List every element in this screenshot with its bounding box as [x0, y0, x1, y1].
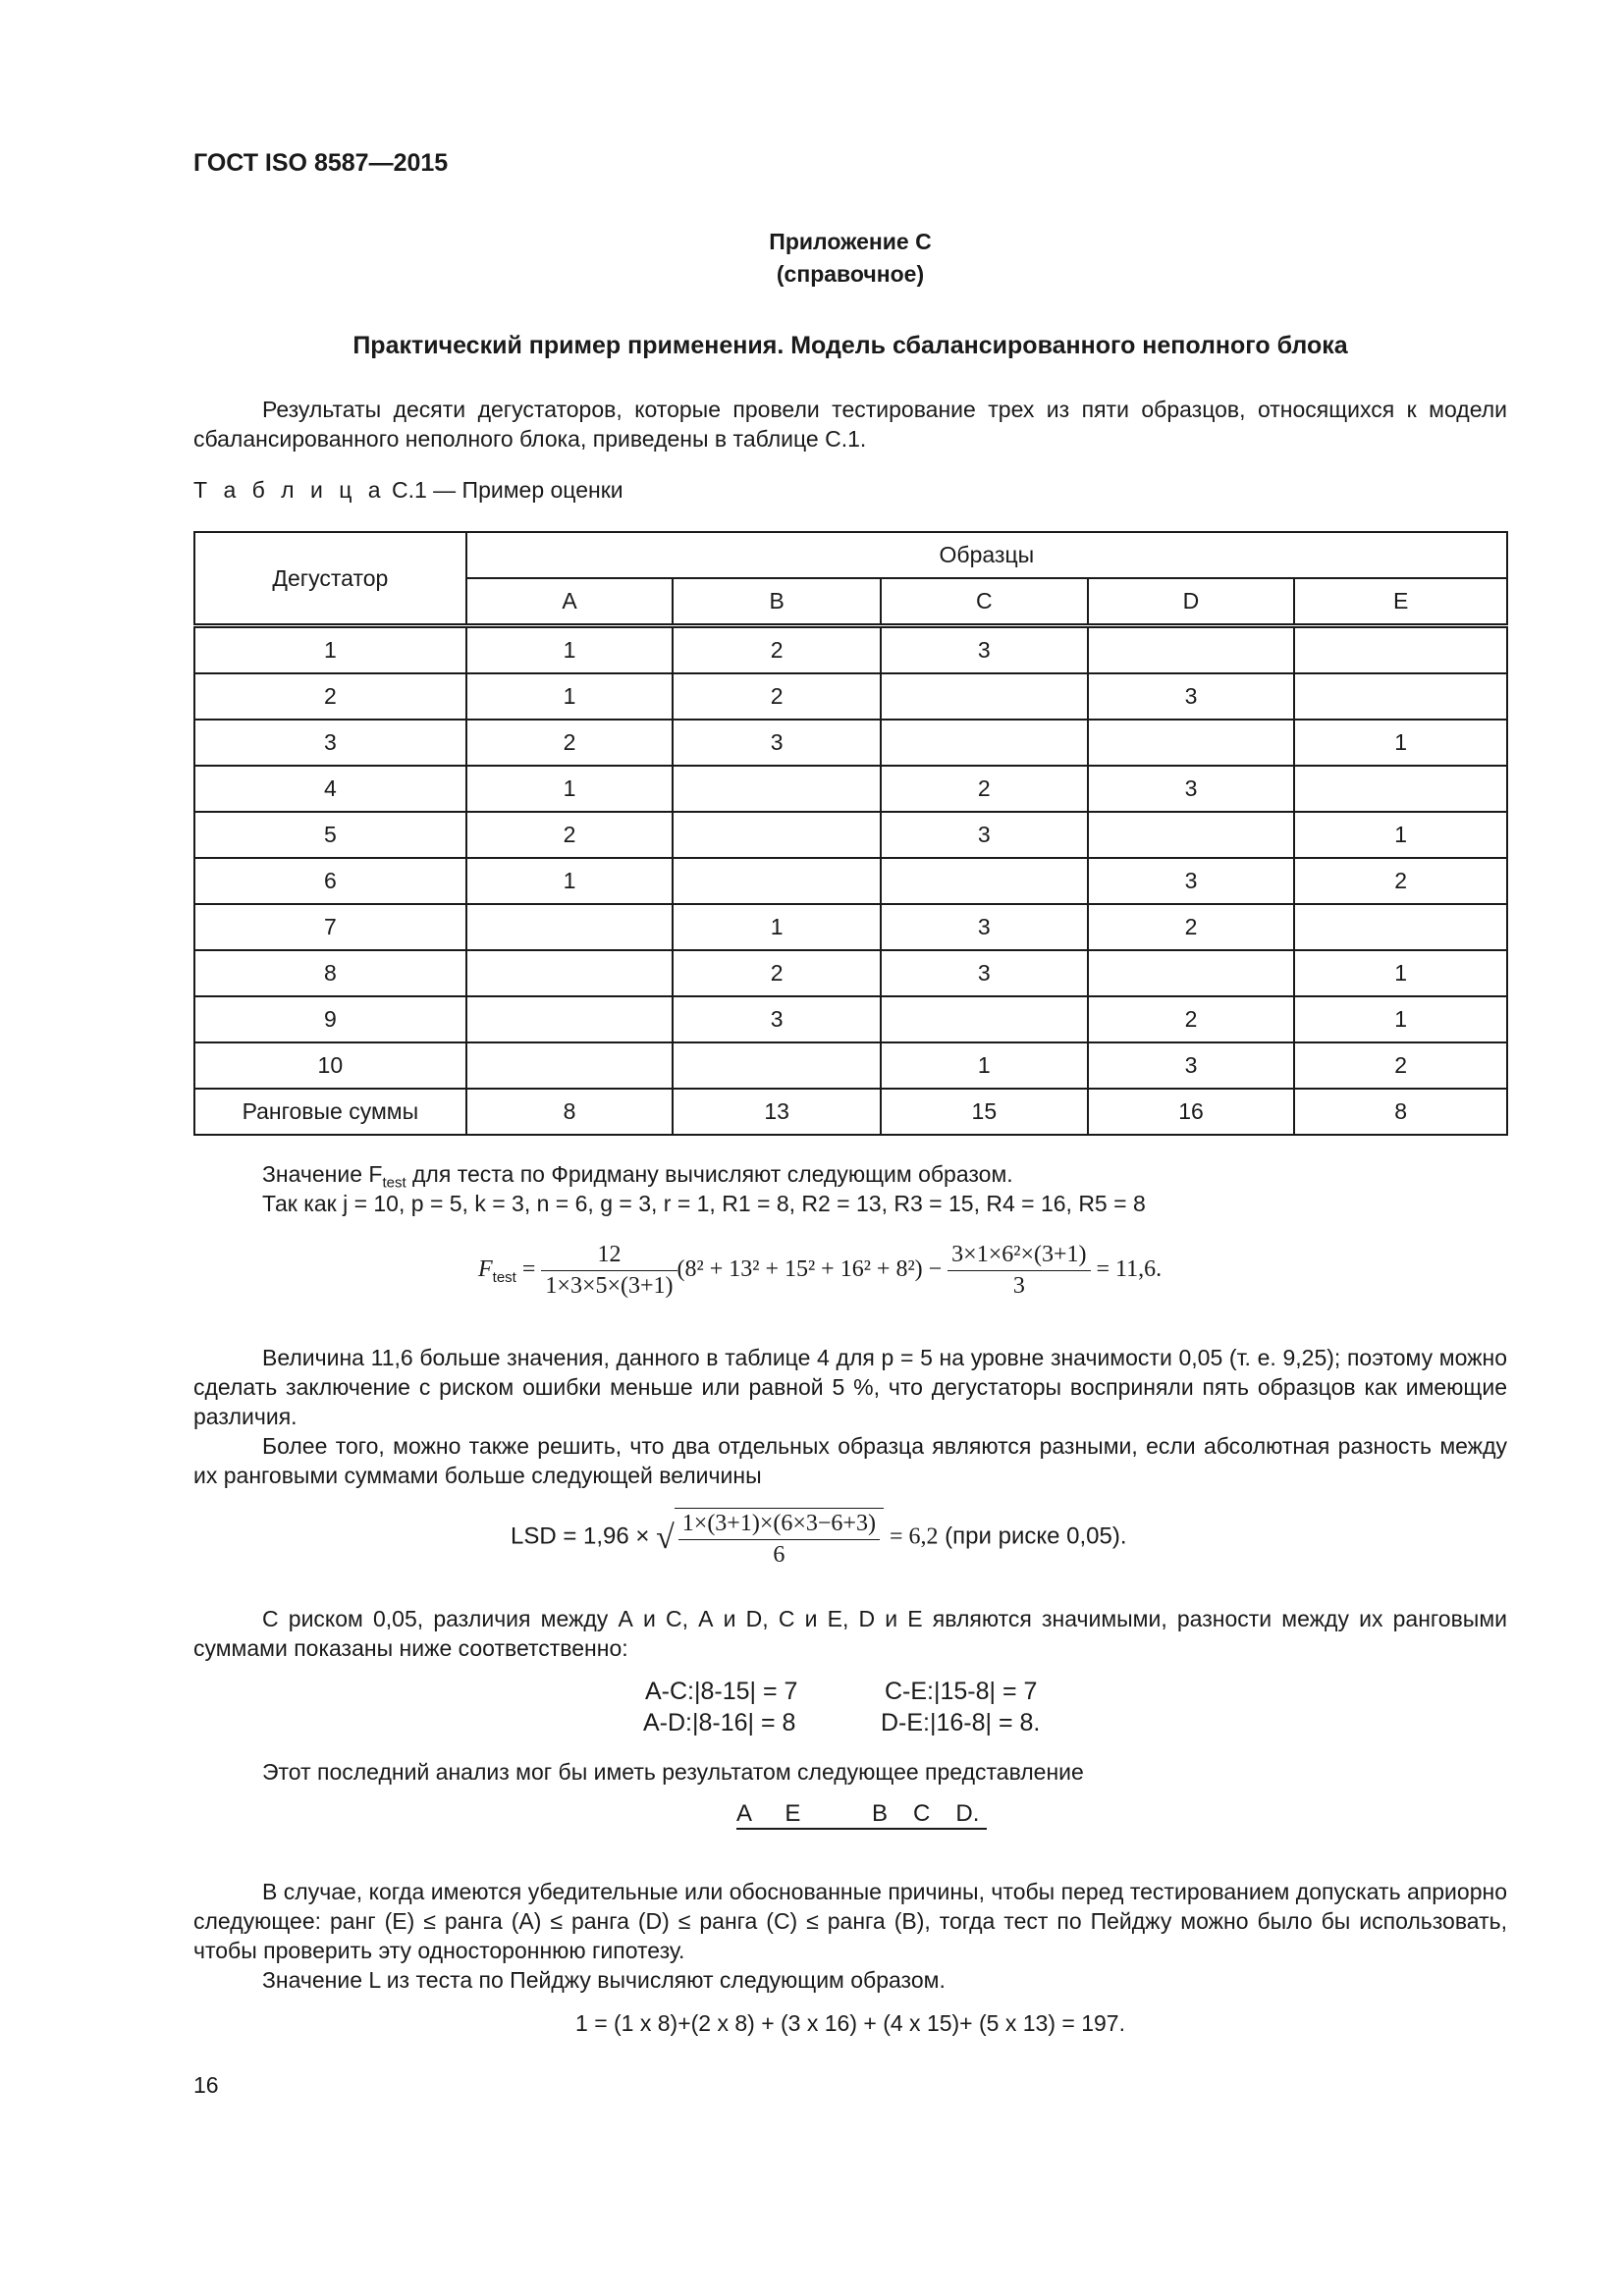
group-bcd [866, 1800, 987, 1830]
table-caption-text: С.1 — Пример оценки [385, 477, 623, 503]
fraction-numerator: 3×1×6²×(3+1) [947, 1242, 1090, 1271]
fraction-numerator: 1×(3+1)×(6×3−6+3) [678, 1511, 880, 1540]
evaluation-table [193, 531, 1508, 1136]
ftest-formula [478, 1242, 1162, 1300]
table-cell [466, 996, 674, 1042]
more-paragraph: Более того, можно также решить, что два отдельных образца являются разными, если абсолютная разность между их ранговыми суммами больше следующей величины [193, 1433, 1507, 1488]
table-cell: 1 [1294, 996, 1507, 1042]
table-cell [1294, 766, 1507, 812]
header-sample-c: C [881, 578, 1088, 626]
table-caption-label: Т а б л и ц а [193, 477, 386, 503]
lsd-radicand [675, 1508, 884, 1569]
table-cell: 2 [466, 812, 674, 858]
table-cell: 2 [673, 626, 881, 674]
table-row [194, 858, 1507, 904]
formula-result: = 11,6. [1090, 1256, 1163, 1283]
ftest-intro-text-rest: для теста по Фридману вычисляют следующим образом. [406, 1161, 1013, 1187]
table-cell: 3 [1088, 766, 1295, 812]
group-letter: D. [955, 1800, 980, 1827]
table-cell: 1 [466, 626, 674, 674]
fraction-numerator: 12 [541, 1242, 677, 1271]
table-row [194, 673, 1507, 720]
table-cell: 10 [194, 1042, 466, 1089]
table-cell: 3 [673, 996, 881, 1042]
table-cell: 7 [194, 904, 466, 950]
group-letter: E [785, 1800, 801, 1827]
lsd-fraction [678, 1511, 880, 1569]
table-cell: 8 [1294, 1089, 1507, 1135]
formula-sum: (8² + 13² + 15² + 16² + 8²) − [677, 1256, 948, 1283]
table-cell: 3 [881, 812, 1088, 858]
header-sample-a: A [466, 578, 674, 626]
table-cell [466, 904, 674, 950]
table-cell: 1 [1294, 812, 1507, 858]
table-cell: 13 [673, 1089, 881, 1135]
table-cell [1088, 626, 1295, 674]
table-cell [1294, 626, 1507, 674]
table-cell [466, 1042, 674, 1089]
totals-label: Ранговые суммы [194, 1089, 466, 1135]
table-row [194, 720, 1507, 766]
table-cell [1294, 904, 1507, 950]
page-test-paragraph: В случае, когда имеются убедительные или обоснованные причины, чтобы перед тестированием допускать априорно следующее: ранг (Е) ≤ ранга (А) ≤ ранга (D) ≤ ранга (С) ≤ ранга (В), тогда тест по Пейджу можно было бы использовать, чтобы проверить эту одностороннюю гипотезу. [193, 1879, 1507, 1963]
table-cell [881, 673, 1088, 720]
header-sample-d: D [1088, 578, 1295, 626]
table-cell: 1 [194, 626, 466, 674]
appendix-title-block [193, 226, 1507, 291]
table-cell [881, 858, 1088, 904]
table-cell [673, 812, 881, 858]
sqrt-icon: √ [656, 1520, 675, 1556]
table-cell [881, 996, 1088, 1042]
table-cell: 2 [673, 950, 881, 996]
table-cell: 2 [1088, 904, 1295, 950]
table-cell [881, 720, 1088, 766]
table-cell: 6 [194, 858, 466, 904]
table-cell: 3 [673, 720, 881, 766]
group-letter: C [913, 1800, 931, 1827]
grouping-representation [736, 1800, 987, 1830]
diff-de: D-E:|16-8| = 8. [881, 1709, 1041, 1736]
table-cell: 3 [881, 904, 1088, 950]
table-cell [1088, 950, 1295, 996]
table-cell [673, 766, 881, 812]
table-cell: 2 [881, 766, 1088, 812]
formula-fraction-1 [541, 1242, 677, 1300]
risk-paragraph: С риском 0,05, различия между А и С, А и D, С и Е, D и Е являются значимыми, разности между их ранговыми суммами показаны ниже соответственно: [193, 1606, 1507, 1661]
lsd-lhs: LSD = 1,96 × [511, 1522, 657, 1550]
table-cell: 3 [881, 626, 1088, 674]
document-code: ГОСТ ISO 8587—2015 [193, 149, 449, 177]
group-letter: A [736, 1800, 751, 1827]
table-cell: 2 [1294, 858, 1507, 904]
lsd-result: = 6,2 [883, 1523, 939, 1550]
table-cell: 2 [673, 673, 881, 720]
table-cell: 1 [466, 673, 674, 720]
table-row [194, 904, 1507, 950]
table-cell: 1 [881, 1042, 1088, 1089]
ftest-intro-text: Значение F [262, 1161, 383, 1187]
table-cell [1088, 812, 1295, 858]
table-cell: 2 [466, 720, 674, 766]
table-cell: 8 [466, 1089, 674, 1135]
table-cell: 2 [194, 673, 466, 720]
parameters-line: Так как j = 10, p = 5, k = 3, n = 6, g = 3, r = 1, R1 = 8, R2 = 13, R3 = 15, R4 = 16, R5 = 8 [262, 1191, 1146, 1216]
page-test-formula: 1 = (1 х 8)+(2 х 8) + (3 х 16) + (4 х 15)+ (5 х 13) = 197. [575, 2010, 1125, 2036]
formula-eq: = [515, 1256, 542, 1283]
header-samples: Образцы [466, 532, 1507, 578]
fraction-denominator: 3 [1012, 1273, 1025, 1299]
table-row [194, 1042, 1507, 1089]
table-row [194, 950, 1507, 996]
table-cell: 1 [1294, 720, 1507, 766]
table-cell: 15 [881, 1089, 1088, 1135]
table-cell [1088, 720, 1295, 766]
section-heading: Практический пример применения. Модель сбалансированного неполного блока [352, 332, 1348, 359]
table-cell: 1 [673, 904, 881, 950]
table-caption [193, 477, 623, 504]
table-row [194, 766, 1507, 812]
lsd-formula [511, 1508, 1127, 1569]
table-row [194, 996, 1507, 1042]
table-cell [466, 950, 674, 996]
page-test-intro: Значение L из теста по Пейджу вычисляют следующим образом. [262, 1967, 946, 1993]
fraction-denominator: 6 [773, 1542, 785, 1568]
header-assessor: Дегустатор [194, 532, 466, 626]
ftest-intro-subscript: test [382, 1174, 406, 1192]
table-cell: 2 [1088, 996, 1295, 1042]
table-cell: 5 [194, 812, 466, 858]
formula-fraction-2 [947, 1242, 1090, 1300]
formula-lhs: F [478, 1256, 493, 1283]
diff-ce: С-Е:|15-8| = 7 [885, 1678, 1038, 1705]
table-cell: 2 [1294, 1042, 1507, 1089]
table-cell: 3 [881, 950, 1088, 996]
conclusion-paragraph: Величина 11,6 больше значения, данного в таблице 4 для p = 5 на уровне значимости 0,05 (т. е. 9,25); поэтому можно сделать заключение с риском ошибки меньше или равной 5 %, что дегустаторы восприняли пять образцов как имеющие различия. [193, 1345, 1507, 1429]
intro-paragraph: Результаты десяти дегустаторов, которые провели тестирование трех из пяти образцов, относящихся к модели сбалансированного неполного блока, приведены в таблице С.1. [193, 397, 1507, 452]
page-number: 16 [193, 2072, 219, 2098]
group-ae [736, 1800, 866, 1830]
header-sample-e: E [1294, 578, 1507, 626]
table-cell: 3 [1088, 1042, 1295, 1089]
table-cell: 1 [1294, 950, 1507, 996]
last-analysis-paragraph: Этот последний анализ мог бы иметь результатом следующее представление [262, 1759, 1084, 1785]
table-row [194, 812, 1507, 858]
table-cell: 8 [194, 950, 466, 996]
diff-ac: А-С:|8-15| = 7 [645, 1678, 798, 1705]
appendix-title: Приложение С [769, 229, 932, 254]
fraction-denominator: 1×3×5×(3+1) [545, 1273, 674, 1299]
lsd-note: (при риске 0,05). [938, 1522, 1127, 1550]
table-cell: 3 [1088, 858, 1295, 904]
table-row [194, 626, 1507, 674]
table-cell: 3 [1088, 673, 1295, 720]
diff-ad: А-D:|8-16| = 8 [643, 1709, 796, 1736]
table-cell: 3 [194, 720, 466, 766]
table-cell: 9 [194, 996, 466, 1042]
table-cell: 1 [466, 766, 674, 812]
table-cell: 16 [1088, 1089, 1295, 1135]
table-cell [673, 858, 881, 904]
table-cell [1294, 673, 1507, 720]
header-sample-b: B [673, 578, 881, 626]
formula-lhs-sub: test [492, 1268, 516, 1286]
table-cell: 1 [466, 858, 674, 904]
table-cell: 4 [194, 766, 466, 812]
group-letter: B [872, 1800, 889, 1827]
appendix-subtitle: (справочное) [776, 261, 925, 287]
table-totals-row [194, 1089, 1507, 1135]
table-cell [673, 1042, 881, 1089]
